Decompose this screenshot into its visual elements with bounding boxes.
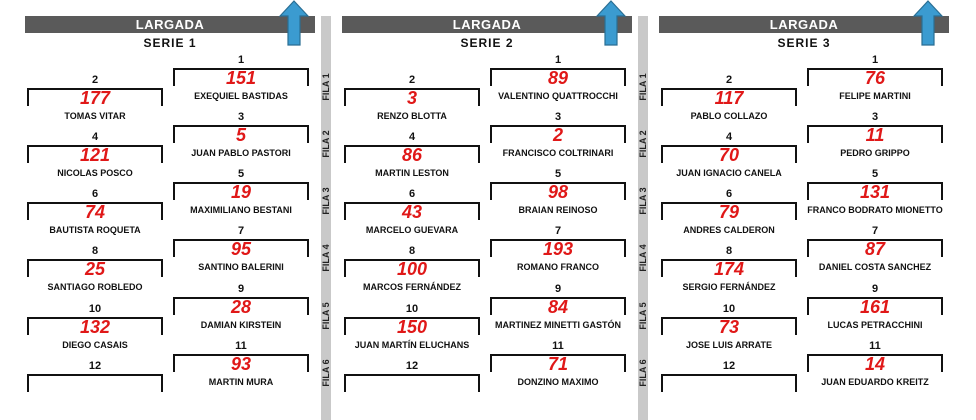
driver-name: DONZINO MAXIMO xyxy=(517,377,599,387)
driver-name: MARTIN MURA xyxy=(208,377,274,387)
car-number: 100 xyxy=(396,259,428,279)
driver-name: FRANCO BODRATO MIONETTO xyxy=(807,205,943,215)
grid-position-number: 6 xyxy=(91,188,99,200)
grid-position-number: 8 xyxy=(91,245,99,257)
grid-position-number: 9 xyxy=(554,283,562,295)
car-number: 177 xyxy=(79,88,111,108)
car-number: 174 xyxy=(713,259,745,279)
car-number: 11 xyxy=(865,125,885,145)
up-arrow-icon xyxy=(279,0,309,46)
driver-name: MARCELO GUEVARA xyxy=(365,225,459,235)
grid-position-number: 8 xyxy=(408,245,416,257)
car-number: 121 xyxy=(79,145,111,165)
largada-label: LARGADA xyxy=(452,17,522,32)
driver-name: RENZO BLOTTA xyxy=(377,111,447,121)
car-number: 76 xyxy=(864,68,886,88)
grid-position-number: 12 xyxy=(405,360,419,372)
driver-name: SERGIO FERNÁNDEZ xyxy=(682,282,776,292)
fila-label: FILA 5 xyxy=(638,302,648,330)
largada-header xyxy=(342,16,632,33)
grid-position-number: 8 xyxy=(725,245,733,257)
driver-name: MARTINEZ MINETTI GASTÓN xyxy=(495,320,621,330)
car-number: 43 xyxy=(401,202,423,222)
grid-position-number: 3 xyxy=(237,111,245,123)
fila-label: FILA 3 xyxy=(321,187,331,215)
grid-position-number: 9 xyxy=(237,283,245,295)
driver-name: LUCAS PETRACCHINI xyxy=(827,320,923,330)
grid-position-number: 3 xyxy=(554,111,562,123)
grid-position-number: 1 xyxy=(871,54,879,66)
grid-position-number: 7 xyxy=(554,225,562,237)
driver-name: ROMANO FRANCO xyxy=(517,262,599,272)
driver-name: BAUTISTA ROQUETA xyxy=(49,225,141,235)
grid-position-number: 2 xyxy=(725,74,733,86)
grid-position-number: 10 xyxy=(405,303,419,315)
driver-name: DIEGO CASAIS xyxy=(62,340,128,350)
fila-label: FILA 2 xyxy=(638,130,648,158)
car-number: 2 xyxy=(552,125,563,145)
driver-name: VALENTINO QUATTROCCHI xyxy=(498,91,618,101)
grid-position-number: 1 xyxy=(554,54,562,66)
grid-position-number: 4 xyxy=(408,131,416,143)
fila-label: FILA 6 xyxy=(638,359,648,387)
driver-name: FELIPE MARTINI xyxy=(839,91,911,101)
fila-label: FILA 4 xyxy=(638,244,648,272)
driver-name: NICOLAS POSCO xyxy=(57,168,133,178)
grid-position-number: 7 xyxy=(871,225,879,237)
fila-label: FILA 4 xyxy=(321,244,331,272)
driver-name: FRANCISCO COLTRINARI xyxy=(502,148,614,158)
up-arrow-icon xyxy=(596,0,626,46)
grid-position-number: 11 xyxy=(235,340,247,352)
car-number: 84 xyxy=(547,297,569,317)
car-number: 117 xyxy=(714,88,744,108)
car-number: 98 xyxy=(547,182,569,202)
driver-name: JOSE LUIS ARRATE xyxy=(685,340,772,350)
series-panel-1 xyxy=(25,0,321,420)
grid-position-number: 10 xyxy=(722,303,736,315)
car-number: 70 xyxy=(718,145,740,165)
car-number: 89 xyxy=(547,68,569,88)
fila-label: FILA 2 xyxy=(321,130,331,158)
serie-title: SERIE 2 xyxy=(460,36,514,50)
fila-label: FILA 5 xyxy=(321,302,331,330)
fila-label: FILA 1 xyxy=(638,73,648,101)
series-panel-3 xyxy=(659,0,955,420)
car-number: 3 xyxy=(406,88,417,108)
driver-name: MARTIN LESTON xyxy=(375,168,449,178)
grid-position-number: 7 xyxy=(237,225,245,237)
grid-position-number: 6 xyxy=(408,188,416,200)
grid-position-number: 11 xyxy=(869,340,881,352)
car-number: 74 xyxy=(84,202,106,222)
grid-position-number: 12 xyxy=(722,360,736,372)
driver-name: JUAN PABLO PASTORI xyxy=(191,148,291,158)
fila-label: FILA 3 xyxy=(638,187,648,215)
car-number: 19 xyxy=(230,182,252,202)
car-number: 79 xyxy=(718,202,740,222)
driver-name: JUAN EDUARDO KREITZ xyxy=(821,377,929,387)
grid-slot-box xyxy=(344,374,480,392)
serie-title: SERIE 3 xyxy=(777,36,831,50)
grid-position-number: 1 xyxy=(237,54,245,66)
car-number: 95 xyxy=(230,239,252,259)
largada-label: LARGADA xyxy=(135,17,205,32)
car-number: 132 xyxy=(79,317,111,337)
fila-label: FILA 1 xyxy=(321,73,331,101)
grid-slot-box xyxy=(27,374,163,392)
largada-header xyxy=(659,16,949,33)
grid-position-number: 3 xyxy=(871,111,879,123)
grid-position-number: 5 xyxy=(554,168,562,180)
up-arrow-icon xyxy=(913,0,943,46)
car-number: 193 xyxy=(542,239,574,259)
grid-position-number: 12 xyxy=(88,360,102,372)
series-panel-2 xyxy=(342,0,638,420)
car-number: 150 xyxy=(396,317,428,337)
driver-name: PEDRO GRIPPO xyxy=(840,148,910,158)
car-number: 131 xyxy=(859,182,891,202)
car-number: 86 xyxy=(401,145,423,165)
driver-name: BRAIAN REINOSO xyxy=(518,205,598,215)
driver-name: DANIEL COSTA SANCHEZ xyxy=(818,262,932,272)
driver-name: ANDRES CALDERON xyxy=(683,225,775,235)
car-number: 28 xyxy=(230,297,252,317)
grid-position-number: 5 xyxy=(871,168,879,180)
car-number: 25 xyxy=(84,259,106,279)
grid-position-number: 11 xyxy=(552,340,564,352)
car-number: 87 xyxy=(864,239,886,259)
car-number: 151 xyxy=(225,68,257,88)
largada-header xyxy=(25,16,315,33)
grid-position-number: 4 xyxy=(91,131,99,143)
driver-name: MARCOS FERNÁNDEZ xyxy=(363,282,461,292)
grid-position-number: 10 xyxy=(88,303,102,315)
grid-position-number: 2 xyxy=(408,74,416,86)
car-number: 73 xyxy=(718,317,740,337)
driver-name: PABLO COLLAZO xyxy=(690,111,768,121)
driver-name: JUAN MARTÍN ELUCHANS xyxy=(354,340,470,350)
largada-label: LARGADA xyxy=(769,17,839,32)
car-number: 5 xyxy=(235,125,246,145)
driver-name: TOMAS VITAR xyxy=(64,111,126,121)
driver-name: JUAN IGNACIO CANELA xyxy=(676,168,782,178)
grid-position-number: 5 xyxy=(237,168,245,180)
driver-name: EXEQUIEL BASTIDAS xyxy=(194,91,288,101)
car-number: 71 xyxy=(547,354,569,374)
grid-position-number: 6 xyxy=(725,188,733,200)
car-number: 14 xyxy=(864,354,886,374)
driver-name: SANTIAGO ROBLEDO xyxy=(47,282,143,292)
driver-name: SANTINO BALERINI xyxy=(198,262,284,272)
grid-position-number: 2 xyxy=(91,74,99,86)
car-number: 161 xyxy=(859,297,891,317)
driver-name: DAMIAN KIRSTEIN xyxy=(200,320,282,330)
car-number: 93 xyxy=(230,354,252,374)
grid-slot-box xyxy=(661,374,797,392)
grid-position-number: 4 xyxy=(725,131,733,143)
driver-name: MAXIMILIANO BESTANI xyxy=(190,205,292,215)
serie-title: SERIE 1 xyxy=(143,36,197,50)
fila-label: FILA 6 xyxy=(321,359,331,387)
grid-position-number: 9 xyxy=(871,283,879,295)
